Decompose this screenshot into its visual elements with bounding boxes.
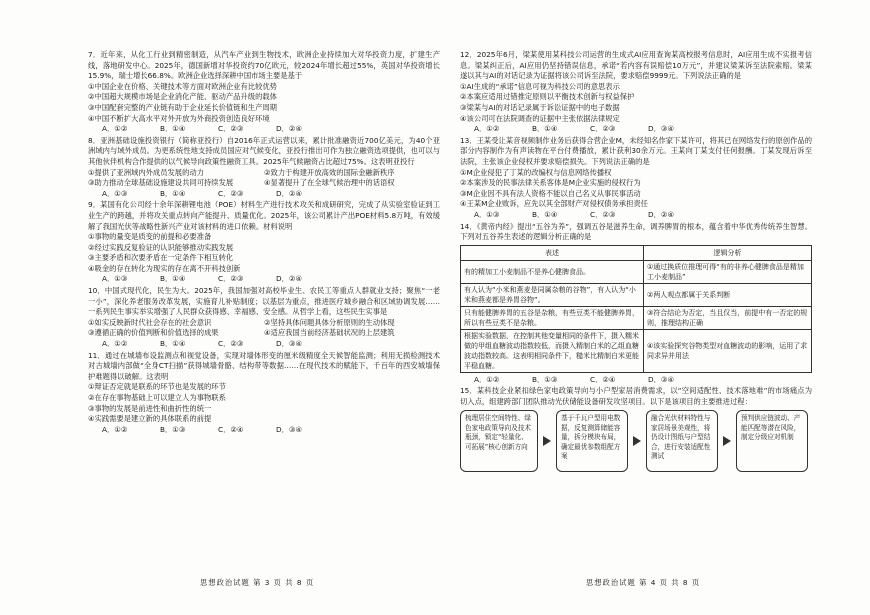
question-11 [88, 351, 440, 436]
choice-d: D．②④ [276, 124, 302, 134]
choice-a: A．①③ [102, 188, 128, 198]
flow-step: 融合光伏材料特性与家居场景美观性，将仍设计图纸与户型结合，进行安装适配性测试 [646, 410, 718, 472]
choice-b: B．①③ [532, 374, 558, 384]
answer-choices [102, 189, 440, 200]
choice-c: C．②③ [218, 339, 244, 349]
choice-b: B．①④ [532, 209, 558, 219]
left-column [88, 50, 440, 436]
option: ④该公司可在法院调查的证据中主张依据法律规定 [460, 113, 620, 123]
choice-d: D．②④ [648, 209, 674, 219]
option: ①M企业侵犯了丁某的改编权与信息网络传播权 [460, 167, 612, 177]
choice-a: A．①② [102, 339, 128, 349]
option: ④显著提升了在全球气候治理中的话语权 [264, 178, 395, 188]
question-stem: 12．2025年6月，梁某使用某科技公司运营的生成式AI应用查询某高校报考信息时，AI应用生成不实报考信息。梁某纠正后，AI应用仍坚持错误信息，承诺“若内容有误赔偿10万元”，并建议梁某诉至法院索赔。梁某遂以其与AI的对话记录为证据将该公司诉至法院，要求赔偿9999元。下列说法正确的是 [460, 50, 812, 81]
option: ②致力于构建开放高效的国际金融新秩序 [264, 167, 395, 177]
choice-b: B．①④ [160, 124, 186, 134]
option: ①AI生成的“承诺”信息可视为科技公司的意思表示 [460, 81, 620, 91]
choice-d: D．③④ [648, 374, 674, 384]
choice-a: A．①③ [474, 209, 500, 219]
table-cell: ④该实验探究谷物类型对血糖波动的影响，运用了求同求异并用法 [644, 329, 812, 372]
arrow-right-icon [633, 436, 641, 446]
choice-b: B．①④ [160, 188, 186, 198]
option: ③梁某与AI的对话记录属于诉讼证据中的电子数据 [460, 102, 620, 112]
option: ②坚持具体问题具体分析原则的生动体现 [264, 317, 395, 327]
question-stem: 13．王某受让某音视频制作业务后获得合营企业M，未经知名作家下某许可，将其已在网络发行的原创作品的部分内容制作为有声读物在平台付费播放，累计获利30余万元。王某向丁某支付任何报酬。丁某发现后诉至法院，主张该企业侵权并要求赔偿损失。下列说法正确的是 [460, 135, 812, 166]
question-stem: 10．中国式现代化，民生为大。2025年，我国加强对高校毕业生、农民工等重点人群就业支持；聚焦“一老一小”，深化养老服务改革发展，实施育儿补贴制度；以基层为重点，推进医疗城乡融合和区域协调发展……一系列民生事实举实增强了人民群众获得感、幸福感、安全感。从哲学上看，这些民生实事是 [88, 286, 440, 317]
question-14 [460, 222, 812, 386]
choice-a: A．①② [102, 424, 128, 434]
choice-d: D．③④ [276, 424, 302, 434]
question-stem: 9．某国有化公司经十余年深耕锂电池（POE）材料生产进行技术攻关和成研研究，完成了从实验室验证到工业生产的跨越，并将攻关重点转向产能提升、质量优化。2025年，该公司累计产出POE材料5.8万吨，有效缓解了我国光伏等战略性新兴产业对该材料的进口依赖。材料说明 [88, 200, 440, 231]
table-cell: 只有能健脾养胃的五谷是杂粮，有些豆类不能健脾养胃，所以有些豆类不是杂粮。 [461, 306, 644, 329]
choice-a: A．①③ [102, 274, 128, 284]
option: ②本案涉及的民事法律关系客体是M企业实施的侵权行为 [460, 178, 641, 188]
arrow-right-icon [723, 436, 731, 446]
answer-choices [102, 274, 440, 285]
option: ④王某M企业败诉，应先以其全部财产对侵权债务承担责任 [460, 199, 648, 209]
answer-choices [102, 425, 440, 436]
table-row [461, 260, 812, 283]
table-row [461, 329, 812, 372]
answer-choices [474, 124, 812, 135]
option: ③助力推动全球基础设施建设共同可持续发展 [88, 178, 234, 188]
option: ④实践需要是建立新的具体联系的前提 [88, 414, 212, 424]
choice-d: D．③④ [648, 124, 674, 134]
choice-d: D．③④ [276, 339, 302, 349]
choice-c: C．②③ [218, 124, 244, 134]
table-cell: ②两人观点都属于关系判断 [644, 283, 812, 306]
question-stem: 8．亚洲基础设施投资银行（简称亚投行）自2016年正式运营以来，累计批准融资近700亿美元，为40个亚洲域内与域外成员。为更系统性地支持成员国应对气候变化，亚投行推出可作为独立融资选项提供，也可以与其他伙伴机构合作提供的以气候导向政策性融资工具。2025年气候融资占比超过75%。这表明亚投行 [88, 135, 440, 166]
table-header: 表述 [461, 245, 644, 260]
question-10 [88, 286, 440, 350]
option: ④中国不断扩大高水平对外开放为外商投资创造良好环境 [88, 113, 270, 123]
choice-c: C．②③ [590, 124, 616, 134]
choice-b: B．①④ [160, 339, 186, 349]
page-footer-left: 思想政治试题 第 3 页 共 8 页 [200, 578, 315, 587]
option: ③事物的发展是前进性和曲折性的统一 [88, 403, 212, 413]
option: ①提供了亚洲域内外成员发展的动力 [88, 167, 204, 177]
choice-c: C．②③ [590, 209, 616, 219]
answer-choices [474, 375, 812, 386]
choice-a: A．①② [102, 124, 128, 134]
question-stem: 11．通过在城墙布设监测点和视觉设备，实现对墙体形变的厘米级精度全天候智能监测；利用无损检测技术对古城墙内部做“全身CT扫描”获得城墙骨骼、结构带等数据……在现代技术的赋能下，千百年的西安城墙保护难题得以破解。这表明 [88, 350, 440, 381]
table-row [461, 283, 812, 306]
option: ③M企业因不具有法人资格不能以自己名义从事民事活动 [460, 188, 641, 198]
table-row [461, 306, 812, 329]
process-flow [460, 410, 812, 472]
choice-a: A．①② [474, 124, 500, 134]
question-7 [88, 50, 440, 135]
option: ②中国超大规模市场是企业消化产能、驱动产品升级的载体 [88, 92, 277, 102]
option: ①辩证否定就是联系的环节也是发展的环节 [88, 382, 226, 392]
question-stem: 7．近年来，从化工行业到精密制造，从汽车产业到生物技术，欧洲企业持续加大对华投资力度，扩建生产线，落地研发中心。2025年，德国新增对华投资约70亿欧元，较2024年增长超过55%，英国对华投资增长15.9%，瑞士增长66.8%。欧洲企业选择深耕中国市场主要是基于 [88, 50, 440, 81]
arrow-right-icon [543, 436, 551, 446]
table-cell: ③符合结论为否定，当且仅当，前提中有一否定的规则，推理结构正确 [644, 306, 812, 329]
question-stem: 14．《黄帝内经》提出“五谷为养”，强调五谷是滋养生命，调养脾胃的根本，蕴含着中华优秀传统养生智慧。下列对五谷养生表述的逻辑分析正确的是 [460, 221, 812, 242]
option: ③中国配套完整的产业链有助于企业延长价值链和生产周期 [88, 102, 277, 112]
question-13 [460, 136, 812, 221]
question-9 [88, 200, 440, 285]
option: ①事物的量变是质变的前提和必要准备 [88, 232, 212, 242]
flow-step: 基于千瓦户型用电数据，反复测算储能容量，拆分模块布局，确定最优参数组配方案 [556, 410, 628, 472]
flow-step: 梳理居住空间特性、绿色家电政策导向及技术瓶颈，锁定“轻量化、可拓展”核心创新方向 [460, 410, 538, 472]
question-8 [88, 136, 440, 200]
logic-table [460, 245, 812, 373]
answer-choices [474, 210, 812, 221]
option: ④适应我国当前经济基础状况的上层建筑 [264, 328, 395, 338]
choice-b: B．①④ [160, 274, 186, 284]
choice-d: D．②④ [276, 188, 302, 198]
choice-c: C．②③ [218, 274, 244, 284]
option: ②经过实践反复验证的认识能够推动实践发展 [88, 242, 234, 252]
question-stem: 15．某科技企业紧扣绿色家电政策导向与小户型家居消费需求，以“空间适配性、技术落地难”的市场痛点为切入点，组建跨部门团队推动光伏储能设备研发攻坚项目。以下是该项目的主要推进过程： [460, 386, 812, 406]
option: ③主要矛盾和次要矛盾在一定条件下相互转化 [88, 253, 234, 263]
option: ②本案应适用过错推定原则以平衡技术创新与权益保护 [460, 92, 635, 102]
choice-b: B．①④ [532, 124, 558, 134]
table-cell: 根据实验数据，在控制其他变量相同的条件下，摄入糯米做的甲组血糖波动指数较低，而摄入精制白米的乙组血糖波动指数较高。这表明相同条件下，糙米比精制白米更能平稳血糖。 [461, 329, 644, 372]
choice-c: C．②④ [218, 424, 244, 434]
page-footer-right: 思想政治试题 第 4 页 共 8 页 [586, 578, 701, 587]
option: ①如实反映新时代社会存在的社会意识 [88, 317, 212, 327]
right-column [460, 50, 812, 472]
choice-d: D．②④ [276, 274, 302, 284]
answer-choices [102, 339, 440, 350]
flow-step: 预判供应链波动、产能匹配等潜在风险，制定分级应对机制 [736, 410, 808, 472]
choice-c: C．②③ [218, 188, 244, 198]
table-header: 逻辑分析 [644, 245, 812, 260]
choice-a: A．①② [474, 374, 500, 384]
choice-c: C．②④ [590, 374, 616, 384]
choice-b: B．①③ [160, 424, 186, 434]
table-cell: 有的精加工小麦制品不是养心健脾食品。 [461, 260, 644, 283]
option: ①中国企业在价格、关键技术等方面对欧洲企业有比较优势 [88, 81, 277, 91]
option: ③遵循正确的价值判断和价值选择的成果 [88, 328, 219, 338]
option: ④吸金的存在转化为现实的存在离不开科技创新 [88, 263, 241, 273]
table-cell: 有人认为“小米和燕麦是同属杂粮的谷物”，有人认为“小米和燕麦都是养胃谷物”。 [461, 283, 644, 306]
option: ②在存在事物基础上可以建立人为事物联系 [88, 393, 226, 402]
question-12 [460, 50, 812, 135]
answer-choices [102, 124, 440, 135]
table-cell: ①通过换质位推理可得“有的非养心健脾食品是精加工小麦制品” [644, 260, 812, 283]
question-15 [460, 386, 812, 472]
